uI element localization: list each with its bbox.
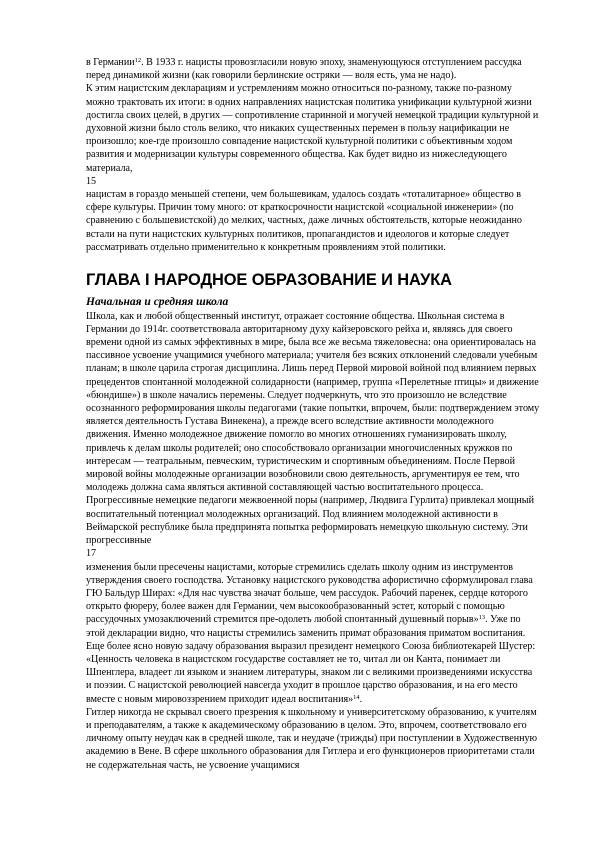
paragraph-text-end: .: [359, 693, 363, 705]
paragraph-text-tail: . В 1933 г. нацисты провозгласили новую эпоху, знаменующуюся отступлением рассудка перед динамикой жизни (как говорили берлинские остряки — воля есть, ума не надо).: [86, 57, 522, 82]
section-heading: Начальная и средняя школа: [86, 296, 229, 309]
page-number-15: 15: [86, 175, 97, 187]
paragraph-totalitarian: нацистам в гораздо меньшей степени, чем большевикам, удалось создать «тоталитарное» общество в сфере культуры. Причин тому много: от краткосрочности нацистской «социальной инженерии» (по сравнению с большевистской) до мелких, частных, даже личных обстоятельств, которые неожиданно встали на пути нацистских культурных политиков, пропагандистов и идеологов и которые следует рассматривать отдельно применительно к конкретным проявлениям этой политики.: [86, 189, 522, 253]
page-number-17: 17: [86, 548, 97, 560]
paragraph-text: в Германии: [86, 57, 135, 68]
paragraph-text: изменения были пресечены нацистами, которые стремились сделать школу одним из инструментов утверждения своего господства. Установку нацистского руководства афористично сформулировал глава ГЮ Бальдур Ширах: «Для нас чувства значат больше, чем рассудок. Рабочий паренек, сердце которого открыто фюреру, более важен для Германии, чем высокообразованный эстет, который с помощью рассудочных умозаключений стремится пре-одолеть любой спонтанный душевный порыв»: [86, 561, 533, 626]
paragraph-declarations: К этим нацистским декларациям и устремлениям можно относиться по-разному, также по-разному можно трактовать их итоги: в одних направлениях нацистская политика унификации культурной жизни достигла своих целей, в других — сопротивление старинной и могучей немецкой традиции культурной и духовной жизни было столь велико, что никаких существенных перемен в пользу нацификации не произошло; кое-где произошло совпадение нацистской культурной политики с объективным ходом развития и модернизации культуры современного общества. Как будет видно из нижеследующего материала,: [86, 83, 539, 174]
footnote-ref-13: 13: [478, 614, 486, 622]
paragraph-changes: [86, 561, 540, 706]
paragraph-hitler: Гитлер никогда не скрывал своего презрения к школьному и университетскому образованию, к учителям и преподавателям, а также к академическому образованию в целом. Это, впрочем, соответствовало его личному опыту неудач как в средней школе, так и неудаче (трижды) при поступлении в Художественную академию в Вене. В сфере школьного образования для Гитлера и его функционеров приоритетами стали не содержательная часть, не усвоение учащимися: [86, 706, 538, 771]
footnote-ref-12: 12: [134, 57, 142, 64]
paragraph-germany-1933: [86, 56, 540, 82]
paragraph-school: Школа, как и любой общественный институт, отражает состояние общества. Школьная система в Германии до 1914г. соответствовала авторитарному духу кайзеровского рейха и, являясь для своего времени одной из самых эффективных в мире, была все же весьма тяжеловесна: она ориентировалась на пассивное усвоение учащимися учебного материала; учителя без всяких отклонений следовали учебным планам; в школе царила строгая дисциплина. Лишь перед Первой мировой войной под влиянием первых прецедентов спонтанной молодежной солидарности (например, группа «Перелетные птицы» и движение «бюндише») в школе начались перемены. Следует подчеркнуть, что это произошло не вследствие осознанного реформирования школы педагогами (такие попытки, впрочем, были: подтверждением этому является деятельность Густава Винекена), а прежде всего вследствие активности молодежного движения. Именно молодежное движение помогло во многих отношениях гуманизировать школу, привлечь к делам школы родителей; оно способствовало организации многочисленных кружков по интересам — театральным, певческим, туристическим и спортивным объединениям. После Первой мировой войны молодежные организации возобновили свою деятельность, аргументируя ее тем, что молодежь должна сама являться активной составляющей частью воспитательного процесса. Прогрессивные немецкие педагоги межвоенной поры (например, Людвига Гурлита) привлекал мощный воспитательный потенциал молодежных организаций. Под влиянием молодежной активности в Веймарской республике была предпринята попытка реформировать немецкую школьную систему. Эти прогрессивные: [86, 310, 540, 547]
footnote-ref-14: 14: [353, 693, 360, 701]
chapter-heading: ГЛАВА I НАРОДНОЕ ОБРАЗОВАНИЕ И НАУКА: [86, 271, 452, 290]
paragraph-text-tail: . Уже по этой декларации видно, что нацисты стремились заменить примат образования приматом воспитания. Еще более ясно новую задачу образования выразил президент немецкого Союза библиотекарей Шустер: «Ценность человека в нацистском государстве составляет не то, читал ли он Канта, понимает ли Шпенглера, владеет ли языком и знанием литературы, знаком ли с великими произведениями искусства и поэзии. С нацистской революцией навсегда уходит в прошлое царство образования, и на его место вместе с новым мировоззрением приходит идеал воспитания»: [86, 614, 536, 705]
